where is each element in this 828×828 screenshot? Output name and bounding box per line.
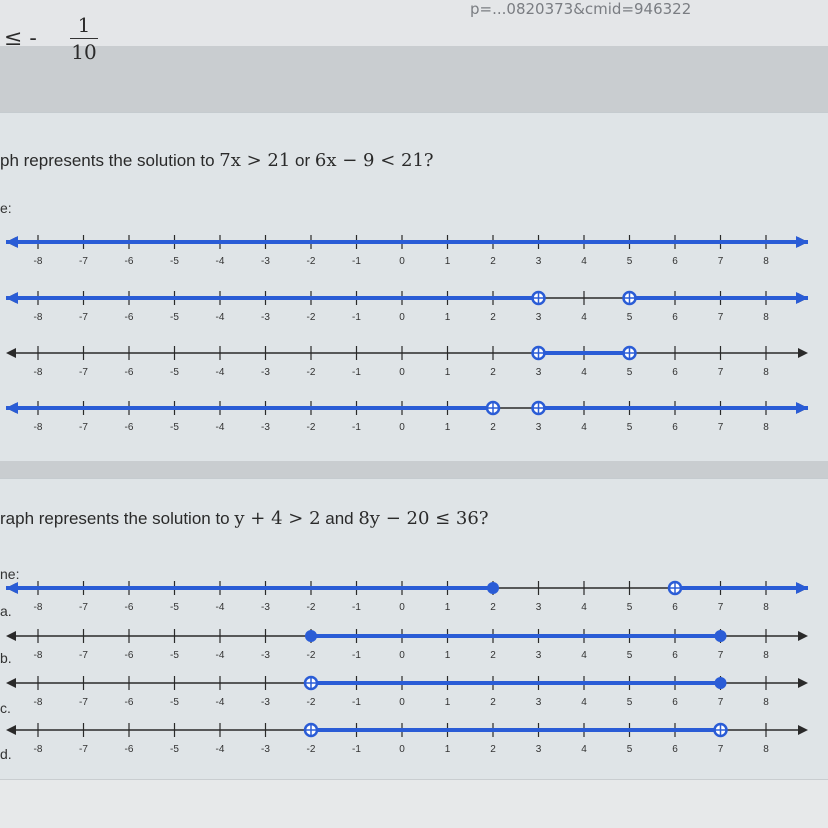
question-2-connector: and (325, 509, 354, 528)
tick-label: 0 (399, 697, 405, 708)
right-arrow (798, 678, 808, 688)
tick-label: 6 (672, 312, 678, 323)
question-1-choose-label: e: (0, 200, 12, 216)
tick-label: -6 (124, 312, 134, 323)
tick-label: 4 (581, 367, 587, 378)
tick-label: 1 (444, 256, 451, 267)
tick-label: 8 (763, 367, 769, 378)
tick-label: -7 (79, 744, 88, 755)
tick-label: 8 (763, 312, 769, 323)
tick-label: 1 (444, 650, 451, 661)
tick-label: -1 (352, 744, 361, 755)
tick-label: -8 (33, 367, 43, 378)
right-arrow (798, 725, 808, 735)
tick-label: 2 (490, 602, 496, 613)
tick-label: -7 (79, 650, 88, 661)
tick-label: -2 (306, 744, 316, 755)
tick-label: -7 (79, 367, 88, 378)
tick-label: -3 (261, 422, 270, 433)
tick-label: 4 (581, 422, 587, 433)
prev-numerator: 1 (77, 13, 91, 37)
tick-label: 6 (672, 602, 678, 613)
tick-label: -5 (170, 256, 179, 267)
tick-label: -6 (124, 744, 134, 755)
q1-option-b-numberline[interactable] (0, 280, 828, 330)
tick-label: 2 (490, 256, 496, 267)
tick-label: -5 (170, 744, 179, 755)
shaded-right-arrow (796, 236, 808, 248)
tick-label: -3 (261, 367, 270, 378)
tick-label: 2 (490, 422, 496, 433)
tick-label: -7 (79, 602, 88, 613)
tick-label: 8 (763, 744, 769, 755)
q2-option-b-numberline[interactable] (0, 618, 828, 668)
tick-label: 4 (581, 697, 587, 708)
fraction-bar (70, 38, 98, 39)
tick-label: -8 (33, 256, 43, 267)
q2-option-c-numberline[interactable] (0, 665, 828, 715)
option-a-letter[interactable]: a. (0, 603, 12, 619)
tick-label: 1 (444, 602, 451, 613)
right-arrow (798, 631, 808, 641)
tick-label: 0 (399, 602, 405, 613)
tick-label: 6 (672, 367, 678, 378)
tick-label: -5 (170, 602, 179, 613)
tick-label: -7 (79, 697, 88, 708)
tick-label: 6 (672, 650, 678, 661)
question-2-text: raph represents the solution to (0, 509, 230, 528)
question-1-text: ph represents the solution to (0, 151, 215, 170)
tick-label: 4 (581, 256, 587, 267)
tick-label: 7 (717, 602, 724, 613)
shaded-left-arrow (6, 402, 18, 414)
tick-label: 2 (490, 650, 496, 661)
tick-label: -8 (33, 697, 43, 708)
tick-label: 7 (717, 650, 724, 661)
tick-label: -4 (215, 602, 225, 613)
tick-label: 5 (626, 367, 633, 378)
tick-label: 7 (717, 697, 724, 708)
tick-label: 0 (399, 744, 405, 755)
tick-label: -6 (124, 650, 134, 661)
question-1-expr2: 6x − 9 < 21? (314, 150, 434, 171)
tick-label: -6 (124, 367, 134, 378)
tick-label: -1 (352, 422, 361, 433)
tick-label: 0 (399, 422, 405, 433)
shaded-left-arrow (6, 292, 18, 304)
tick-label: -3 (261, 256, 270, 267)
tick-label: 5 (626, 312, 633, 323)
tick-label: 8 (763, 422, 769, 433)
tick-label: 5 (626, 650, 633, 661)
tick-label: 3 (535, 602, 542, 613)
tick-label: -5 (170, 650, 179, 661)
left-arrow (6, 678, 16, 688)
tick-label: 3 (535, 312, 542, 323)
option-c-letter[interactable]: c. (0, 700, 11, 716)
tick-label: 7 (717, 744, 724, 755)
prev-fraction (70, 14, 98, 63)
tick-label: 7 (717, 256, 724, 267)
tick-label: 1 (444, 312, 451, 323)
tick-label: -3 (261, 744, 270, 755)
tick-label: -6 (124, 422, 134, 433)
q2-option-a-numberline[interactable] (0, 570, 828, 620)
tick-label: -2 (306, 256, 316, 267)
tick-label: 5 (626, 697, 633, 708)
tick-label: -4 (215, 697, 225, 708)
tick-label: 5 (626, 744, 633, 755)
tick-label: 8 (763, 256, 769, 267)
tick-label: 1 (444, 422, 451, 433)
question-2-choose-label: ne: (0, 566, 20, 582)
left-arrow (6, 725, 16, 735)
tick-label: -5 (170, 697, 179, 708)
tick-label: 8 (763, 697, 769, 708)
prev-denominator: 10 (71, 40, 97, 64)
tick-label: -8 (33, 602, 43, 613)
tick-label: -8 (33, 744, 43, 755)
shaded-right-arrow (796, 582, 808, 594)
tick-label: 1 (444, 744, 451, 755)
tick-label: 1 (444, 367, 451, 378)
prev-prefix: ≤ - (4, 26, 37, 51)
tick-label: 0 (399, 650, 405, 661)
tick-label: 3 (535, 697, 542, 708)
tick-label: 3 (535, 422, 542, 433)
tick-label: -6 (124, 602, 134, 613)
tick-label: -2 (306, 602, 316, 613)
tick-label: 3 (535, 367, 542, 378)
tick-label: 4 (581, 312, 587, 323)
tick-label: -3 (261, 602, 270, 613)
shaded-right-arrow (796, 402, 808, 414)
question-2-expr2: 8y − 20 ≤ 36? (358, 508, 489, 529)
tick-label: -1 (352, 697, 361, 708)
option-d-letter[interactable]: d. (0, 746, 12, 762)
shaded-right-arrow (796, 292, 808, 304)
tick-label: -4 (215, 422, 225, 433)
tick-label: 4 (581, 602, 587, 613)
tick-label: 2 (490, 744, 496, 755)
closed-endpoint (487, 582, 499, 594)
tick-label: -3 (261, 312, 270, 323)
tick-label: -4 (215, 650, 225, 661)
tick-label: -4 (215, 256, 225, 267)
left-arrow (6, 348, 16, 358)
tick-label: -5 (170, 312, 179, 323)
question-2-expr1: y + 4 > 2 (234, 508, 321, 529)
tick-label: -4 (215, 744, 225, 755)
tick-label: -8 (33, 650, 43, 661)
tick-label: -5 (170, 367, 179, 378)
tick-label: -4 (215, 312, 225, 323)
tick-label: 2 (490, 697, 496, 708)
tick-label: 5 (626, 422, 633, 433)
tick-label: 0 (399, 312, 405, 323)
tick-label: -6 (124, 256, 134, 267)
tick-label: -1 (352, 312, 361, 323)
tick-label: 7 (717, 422, 724, 433)
tick-label: -2 (306, 422, 316, 433)
tick-label: -3 (261, 650, 270, 661)
tick-label: 3 (535, 256, 542, 267)
url-text: p=...0820373&cmid=946322 (470, 0, 692, 18)
tick-label: 2 (490, 367, 496, 378)
tick-label: -1 (352, 256, 361, 267)
option-b-letter[interactable]: b. (0, 650, 12, 666)
tick-label: -3 (261, 697, 270, 708)
question-1-expr1: 7x > 21 (219, 150, 291, 171)
tick-label: 0 (399, 367, 405, 378)
tick-label: 5 (626, 256, 633, 267)
tick-label: -5 (170, 422, 179, 433)
left-arrow (6, 631, 16, 641)
tick-label: -8 (33, 422, 43, 433)
tick-label: 3 (535, 744, 542, 755)
question-1-connector: or (295, 151, 311, 170)
tick-label: 1 (444, 697, 451, 708)
closed-endpoint (715, 677, 727, 689)
tick-label: -2 (306, 312, 316, 323)
q1-option-a-numberline[interactable] (0, 224, 828, 274)
question-2-prompt (0, 508, 489, 529)
tick-label: 6 (672, 697, 678, 708)
tick-label: -1 (352, 650, 361, 661)
tick-label: 6 (672, 256, 678, 267)
tick-label: -1 (352, 367, 361, 378)
q1-option-d-numberline[interactable] (0, 390, 828, 440)
tick-label: 0 (399, 256, 405, 267)
tick-label: 4 (581, 650, 587, 661)
q1-option-c-numberline[interactable] (0, 335, 828, 385)
bottom-area (0, 780, 828, 828)
closed-endpoint (715, 630, 727, 642)
tick-label: -4 (215, 367, 225, 378)
tick-label: 8 (763, 602, 769, 613)
right-arrow (798, 348, 808, 358)
tick-label: -7 (79, 422, 88, 433)
tick-label: -6 (124, 697, 134, 708)
shaded-left-arrow (6, 236, 18, 248)
tick-label: 5 (626, 602, 633, 613)
tick-label: 7 (717, 367, 724, 378)
tick-label: -8 (33, 312, 43, 323)
tick-label: -2 (306, 650, 316, 661)
tick-label: 7 (717, 312, 724, 323)
tick-label: 6 (672, 422, 678, 433)
tick-label: -7 (79, 256, 88, 267)
shaded-left-arrow (6, 582, 18, 594)
previous-answer (0, 10, 828, 80)
tick-label: -2 (306, 697, 316, 708)
tick-label: 3 (535, 650, 542, 661)
tick-label: 6 (672, 744, 678, 755)
tick-label: 2 (490, 312, 496, 323)
question-1-prompt (0, 150, 434, 171)
tick-label: -7 (79, 312, 88, 323)
tick-label: -2 (306, 367, 316, 378)
q2-option-d-numberline[interactable] (0, 712, 828, 762)
tick-label: 8 (763, 650, 769, 661)
closed-endpoint (305, 630, 317, 642)
tick-label: 4 (581, 744, 587, 755)
tick-label: -1 (352, 602, 361, 613)
